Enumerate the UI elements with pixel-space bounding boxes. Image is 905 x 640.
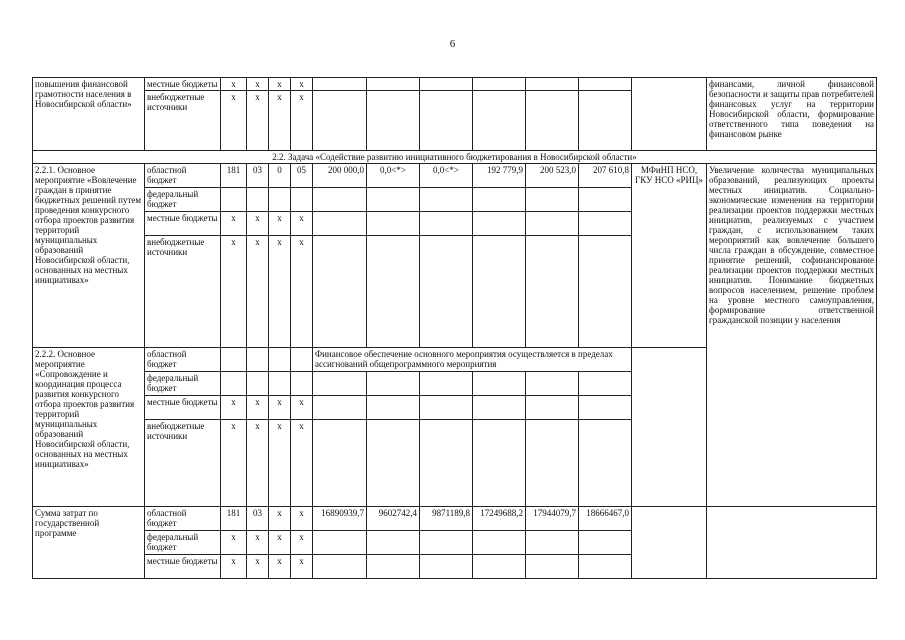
code-cell: x [247,555,269,579]
code-cell: x [291,91,313,151]
code-cell: x [291,396,313,420]
code-cell: x [291,420,313,507]
code-cell: x [247,531,269,555]
code-cell: x [269,420,291,507]
code-cell: 181 [221,507,247,531]
table-row [33,164,877,188]
code-cell: x [291,555,313,579]
funding-source: областной бюджет [145,164,221,188]
code-cell: x [221,555,247,579]
code-cell: 0 [269,164,291,188]
funding-source: внебюджетные источники [145,420,221,507]
program-table [32,77,877,579]
code-cell: x [269,396,291,420]
value-cell: 192 779,9 [473,164,526,188]
page-number: 6 [449,38,456,50]
funding-source: областной бюджет [145,507,221,531]
value-cell: 18666467,0 [579,507,632,531]
code-cell: x [269,507,291,531]
value-cell: 16890939,7 [313,507,367,531]
code-cell: x [269,531,291,555]
value-cell: 207 610,8 [579,164,632,188]
section-title: 2.2. Задача «Содействие развитию инициативного бюджетирования в Новосибирской области» [33,151,877,164]
code-cell: x [247,396,269,420]
funding-source: областной бюджет [145,348,221,372]
code-cell: x [291,236,313,348]
code-cell: x [221,212,247,236]
executor: МФиНП НСО, ГКУ НСО «РИЦ» [632,164,707,348]
code-cell: 03 [247,507,269,531]
code-cell: x [221,396,247,420]
event-name: 2.2.2. Основное мероприятие «Сопровождение и координация процесса развития конкурсного отбора проектов развития территорий муниципальных образований Новосибирской области, основанных на местных инициативах» [33,348,145,507]
table-row [33,507,877,531]
code-cell: x [269,555,291,579]
value-cell: 200 000,0 [313,164,367,188]
code-cell: x [269,91,291,151]
value-cell: 9871189,8 [420,507,473,531]
event-name: повышения финансовой грамотности населения в Новосибирской области» [33,78,145,151]
code-cell: x [247,236,269,348]
code-cell: x [221,531,247,555]
code-cell: x [221,236,247,348]
code-cell: x [247,212,269,236]
code-cell: x [291,507,313,531]
value-cell: 200 523,0 [526,164,579,188]
code-cell: x [269,212,291,236]
section-row [33,151,877,164]
table-row [33,78,877,91]
funding-source: внебюджетные источники [145,91,221,151]
funding-source: местные бюджеты [145,555,221,579]
code-cell: 03 [247,164,269,188]
expected-result: Увеличение количества муниципальных образований, реализующих проекты местных инициатив. Социально-экономические изменения на территории реализации проектов поддержки местных инициатив, реализуемых с участием граждан, с использованием таких мероприятий как вовлечение большего числа граждан в обсуждение, совместное принятие решений, софинансирование реализации проектов поддержки местных инициатив. Понимание бюджетных вопросов населением, решение проблем на уровне местного самоуправления, формирование ответственной гражданской позиции у населения [707,164,877,507]
code-cell: 05 [291,164,313,188]
value-cell: 0,0<*> [367,164,420,188]
expected-result: финансами, личной финансовой безопасности и защиты прав потребителей финансовых услуг на территории Новосибирской области, формирование ответственного типа поведения на финансовом рынке [707,78,877,151]
financing-note: Финансовое обеспечение основного мероприятия осуществляется в пределах ассигнований общепрограммного мероприятия [313,348,632,372]
code-cell: x [247,91,269,151]
value-cell: 9602742,4 [367,507,420,531]
code-cell: x [269,78,291,91]
code-cell: 181 [221,164,247,188]
code-cell: x [269,236,291,348]
value-cell: 17944079,7 [526,507,579,531]
total-name: Сумма затрат по государственной программе [33,507,145,579]
funding-source: местные бюджеты [145,78,221,91]
value-cell: 0,0<*> [420,164,473,188]
funding-source: федеральный бюджет [145,188,221,212]
funding-source: местные бюджеты [145,212,221,236]
funding-source: федеральный бюджет [145,531,221,555]
code-cell: x [221,91,247,151]
funding-source: внебюджетные источники [145,236,221,348]
funding-source: федеральный бюджет [145,372,221,396]
code-cell: x [291,78,313,91]
code-cell: x [221,78,247,91]
code-cell: x [247,78,269,91]
code-cell: x [291,212,313,236]
code-cell: x [221,420,247,507]
code-cell: x [291,531,313,555]
funding-source: местные бюджеты [145,396,221,420]
code-cell: x [247,420,269,507]
value-cell: 17249688,2 [473,507,526,531]
event-name: 2.2.1. Основное мероприятие «Вовлечение граждан в принятие бюджетных решений путем проведения конкурсного отбора проектов развития территорий муниципальных образований Новосибирской области, основанных на местных инициативах» [33,164,145,348]
